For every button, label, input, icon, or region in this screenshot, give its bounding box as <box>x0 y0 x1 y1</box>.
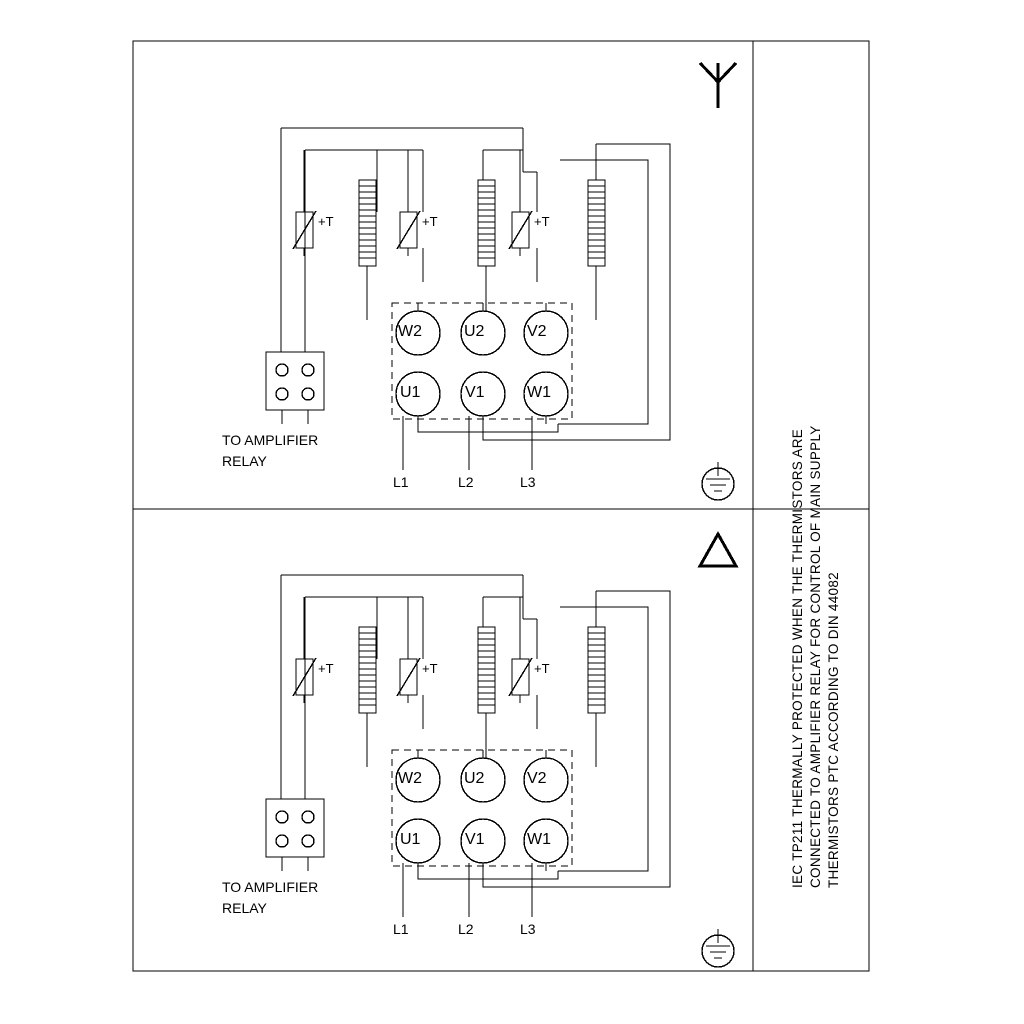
terminal-label-V2-star: V2 <box>527 323 547 340</box>
note-line-2: CONNECTED TO AMPLIFIER RELAY FOR CONTROL OF MAIN SUPPLY <box>808 425 823 888</box>
terminal-label-U1-delta: U1 <box>400 831 421 848</box>
terminal-label-U2-star: U2 <box>464 323 485 340</box>
supply-label-L3-delta: L3 <box>520 921 536 937</box>
earth-symbol-star <box>702 462 734 500</box>
panel-star <box>266 63 736 500</box>
terminal-label-W2-star: W2 <box>398 323 422 340</box>
terminal-label-U2-delta: U2 <box>464 770 485 787</box>
ptc-thermistor-star-3 <box>509 205 532 256</box>
supply-label-L2-star: L2 <box>458 474 474 490</box>
terminal-label-W2-delta: W2 <box>398 770 422 787</box>
winding-coil-delta-3 <box>588 591 605 767</box>
wye-symbol <box>700 63 736 108</box>
ptc-thermistor-star-1 <box>293 205 316 256</box>
terminal-label-W1-star: W1 <box>527 384 551 401</box>
amplifier-label-star-line1: TO AMPLIFIER <box>222 432 319 448</box>
amplifier-label-star-line2: RELAY <box>222 453 267 469</box>
amplifier-terminal-block-star <box>266 352 324 424</box>
ptc-thermistor-delta-2 <box>397 652 420 703</box>
thermistor-label-star-2: +T <box>422 214 438 229</box>
amplifier-label-delta-line1: TO AMPLIFIER <box>222 879 319 895</box>
terminal-label-V1-delta: V1 <box>465 831 485 848</box>
thermistor-label-star-1: +T <box>318 214 334 229</box>
thermistor-label-delta-3: +T <box>534 661 550 676</box>
amplifier-terminal-block-delta <box>266 799 324 871</box>
winding-coil-star-2 <box>478 180 495 320</box>
ptc-thermistor-delta-3 <box>509 652 532 703</box>
terminal-label-U1-star: U1 <box>400 384 421 401</box>
winding-coil-star-3 <box>588 144 605 320</box>
terminal-label-V1-star: V1 <box>465 384 485 401</box>
ptc-thermistor-star-2 <box>397 205 420 256</box>
note-line-3: THERMISTORS PTC ACCORDING TO DIN 44082 <box>826 572 841 888</box>
amplifier-label-delta-line2: RELAY <box>222 900 267 916</box>
terminal-label-W1-delta: W1 <box>527 831 551 848</box>
delta-symbol <box>700 534 736 566</box>
winding-coil-delta-2 <box>478 627 495 767</box>
winding-coil-star-1 <box>359 180 376 320</box>
supply-label-L1-delta: L1 <box>393 921 409 937</box>
thermistor-label-delta-1: +T <box>318 661 334 676</box>
supply-label-L2-delta: L2 <box>458 921 474 937</box>
winding-coil-delta-1 <box>359 627 376 767</box>
thermistor-label-star-3: +T <box>534 214 550 229</box>
terminal-label-V2-delta: V2 <box>527 770 547 787</box>
earth-symbol-delta <box>702 929 734 967</box>
note-line-1: IEC TP211 THERMALLY PROTECTED WHEN THE THERMISTORS ARE <box>790 428 805 888</box>
thermistor-label-delta-2: +T <box>422 661 438 676</box>
supply-label-L3-star: L3 <box>520 474 536 490</box>
ptc-thermistor-delta-1 <box>293 652 316 703</box>
supply-label-L1-star: L1 <box>393 474 409 490</box>
panel-delta <box>266 534 736 967</box>
